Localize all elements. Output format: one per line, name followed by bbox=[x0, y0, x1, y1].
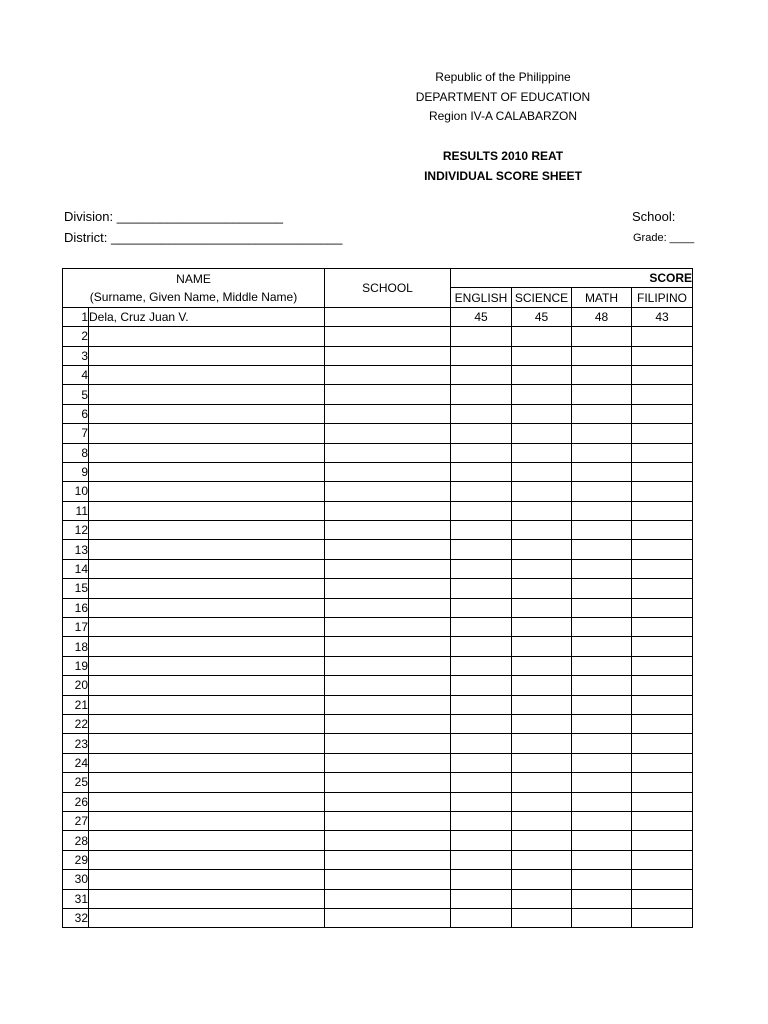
table-row bbox=[63, 559, 693, 578]
row-number: 6 bbox=[63, 404, 89, 423]
score-english-cell bbox=[451, 365, 512, 384]
score-english-cell bbox=[451, 773, 512, 792]
subject-header-filipino: FILIPINO bbox=[632, 288, 693, 307]
score-filipino-cell bbox=[632, 540, 693, 559]
score-math-cell bbox=[572, 714, 632, 733]
score-science-cell bbox=[512, 521, 572, 540]
header-region: Region IV-A CALABARZON bbox=[428, 109, 578, 123]
student-name-cell bbox=[89, 501, 325, 520]
score-science-cell bbox=[512, 482, 572, 501]
student-name-cell bbox=[89, 714, 325, 733]
score-science-cell bbox=[512, 540, 572, 559]
student-name-cell: Dela, Cruz Juan V. bbox=[89, 307, 325, 326]
score-science-cell bbox=[512, 714, 572, 733]
student-name-cell bbox=[89, 637, 325, 656]
score-science-cell bbox=[512, 734, 572, 753]
student-school-cell bbox=[325, 501, 451, 520]
row-number: 24 bbox=[63, 753, 89, 772]
score-math-cell bbox=[572, 443, 632, 462]
score-english-cell bbox=[451, 792, 512, 811]
score-science-cell bbox=[512, 365, 572, 384]
score-math-cell bbox=[572, 521, 632, 540]
row-number: 20 bbox=[63, 676, 89, 695]
score-math-cell bbox=[572, 501, 632, 520]
score-english-cell bbox=[451, 385, 512, 404]
score-math-cell bbox=[572, 637, 632, 656]
score-filipino-cell bbox=[632, 656, 693, 675]
score-science-cell bbox=[512, 443, 572, 462]
student-school-cell bbox=[325, 521, 451, 540]
score-math-cell bbox=[572, 404, 632, 423]
table-row bbox=[63, 346, 693, 365]
score-english-cell bbox=[451, 676, 512, 695]
score-math-cell bbox=[572, 792, 632, 811]
score-english-cell bbox=[451, 327, 512, 346]
row-number: 28 bbox=[63, 831, 89, 850]
student-name-cell bbox=[89, 462, 325, 481]
score-table bbox=[62, 268, 693, 928]
score-filipino-cell bbox=[632, 870, 693, 889]
student-school-cell bbox=[325, 365, 451, 384]
score-english-cell bbox=[451, 870, 512, 889]
student-school-cell bbox=[325, 482, 451, 501]
student-name-cell bbox=[89, 521, 325, 540]
student-school-cell bbox=[325, 307, 451, 326]
table-row bbox=[63, 365, 693, 384]
row-number: 30 bbox=[63, 870, 89, 889]
score-filipino-cell bbox=[632, 404, 693, 423]
score-math-cell bbox=[572, 753, 632, 772]
table-row bbox=[63, 385, 693, 404]
row-number: 17 bbox=[63, 618, 89, 637]
student-name-cell bbox=[89, 385, 325, 404]
table-row bbox=[63, 773, 693, 792]
student-school-cell bbox=[325, 656, 451, 675]
score-english-cell bbox=[451, 656, 512, 675]
row-number: 2 bbox=[63, 327, 89, 346]
score-english-cell bbox=[451, 811, 512, 830]
score-math-cell bbox=[572, 656, 632, 675]
score-math-cell bbox=[572, 870, 632, 889]
score-math-cell bbox=[572, 346, 632, 365]
score-math-cell: 48 bbox=[572, 307, 632, 326]
score-filipino-cell bbox=[632, 792, 693, 811]
score-filipino-cell bbox=[632, 365, 693, 384]
table-row bbox=[63, 850, 693, 869]
row-number: 4 bbox=[63, 365, 89, 384]
row-number: 21 bbox=[63, 695, 89, 714]
score-filipino-cell bbox=[632, 831, 693, 850]
score-math-cell bbox=[572, 462, 632, 481]
table-row bbox=[63, 734, 693, 753]
score-filipino-cell bbox=[632, 695, 693, 714]
student-name-cell bbox=[89, 850, 325, 869]
row-number: 29 bbox=[63, 850, 89, 869]
table-row bbox=[63, 714, 693, 733]
student-name-cell bbox=[89, 695, 325, 714]
student-school-cell bbox=[325, 792, 451, 811]
row-number: 5 bbox=[63, 385, 89, 404]
score-math-cell bbox=[572, 676, 632, 695]
student-school-cell bbox=[325, 637, 451, 656]
row-number: 3 bbox=[63, 346, 89, 365]
score-math-cell bbox=[572, 540, 632, 559]
score-english-cell bbox=[451, 482, 512, 501]
score-filipino-cell bbox=[632, 346, 693, 365]
score-english-cell bbox=[451, 908, 512, 927]
score-science-cell bbox=[512, 579, 572, 598]
division-field: Division: _______________________ bbox=[64, 209, 284, 224]
score-english-cell bbox=[451, 850, 512, 869]
score-filipino-cell bbox=[632, 889, 693, 908]
score-math-cell bbox=[572, 831, 632, 850]
row-number: 8 bbox=[63, 443, 89, 462]
student-name-cell bbox=[89, 831, 325, 850]
score-math-cell bbox=[572, 365, 632, 384]
row-number: 14 bbox=[63, 559, 89, 578]
score-english-cell bbox=[451, 618, 512, 637]
score-english-cell bbox=[451, 404, 512, 423]
score-math-cell bbox=[572, 850, 632, 869]
row-number: 11 bbox=[63, 501, 89, 520]
student-name-cell bbox=[89, 540, 325, 559]
student-name-cell bbox=[89, 482, 325, 501]
student-school-cell bbox=[325, 462, 451, 481]
score-english-cell bbox=[451, 637, 512, 656]
table-row bbox=[63, 501, 693, 520]
district-field: District: ________________________________ bbox=[64, 230, 343, 245]
score-science-cell bbox=[512, 462, 572, 481]
score-filipino-cell bbox=[632, 327, 693, 346]
student-school-cell bbox=[325, 734, 451, 753]
table-row bbox=[63, 443, 693, 462]
score-math-cell bbox=[572, 424, 632, 443]
score-english-cell bbox=[451, 540, 512, 559]
table-row bbox=[63, 424, 693, 443]
student-school-cell bbox=[325, 385, 451, 404]
student-school-cell bbox=[325, 618, 451, 637]
score-filipino-cell bbox=[632, 559, 693, 578]
student-school-cell bbox=[325, 424, 451, 443]
score-science-cell bbox=[512, 637, 572, 656]
score-english-cell bbox=[451, 443, 512, 462]
score-science-cell bbox=[512, 850, 572, 869]
student-name-cell bbox=[89, 889, 325, 908]
row-number: 27 bbox=[63, 811, 89, 830]
student-school-cell bbox=[325, 443, 451, 462]
score-science-cell bbox=[512, 908, 572, 927]
score-science-cell bbox=[512, 404, 572, 423]
row-number: 13 bbox=[63, 540, 89, 559]
score-math-cell bbox=[572, 811, 632, 830]
score-science-cell bbox=[512, 676, 572, 695]
score-filipino-cell bbox=[632, 734, 693, 753]
score-filipino-cell bbox=[632, 753, 693, 772]
student-name-cell bbox=[89, 656, 325, 675]
school-field: School: bbox=[632, 209, 676, 224]
score-header: SCORE bbox=[451, 269, 693, 288]
table-row bbox=[63, 656, 693, 675]
row-number: 19 bbox=[63, 656, 89, 675]
score-math-cell bbox=[572, 618, 632, 637]
table-row bbox=[63, 908, 693, 927]
subject-header-math: MATH bbox=[572, 288, 632, 307]
score-science-cell: 45 bbox=[512, 307, 572, 326]
score-english-cell bbox=[451, 501, 512, 520]
score-english-cell bbox=[451, 734, 512, 753]
score-math-cell bbox=[572, 598, 632, 617]
student-school-cell bbox=[325, 346, 451, 365]
score-science-cell bbox=[512, 656, 572, 675]
score-english-cell bbox=[451, 695, 512, 714]
score-filipino-cell bbox=[632, 501, 693, 520]
student-name-cell bbox=[89, 618, 325, 637]
student-school-cell bbox=[325, 753, 451, 772]
name-header: NAME bbox=[176, 271, 211, 286]
student-name-cell bbox=[89, 792, 325, 811]
student-school-cell bbox=[325, 676, 451, 695]
score-filipino-cell: 43 bbox=[632, 307, 693, 326]
student-name-cell bbox=[89, 598, 325, 617]
score-science-cell bbox=[512, 385, 572, 404]
student-name-cell bbox=[89, 753, 325, 772]
score-filipino-cell bbox=[632, 462, 693, 481]
score-english-cell bbox=[451, 714, 512, 733]
table-row bbox=[63, 540, 693, 559]
row-number: 32 bbox=[63, 908, 89, 927]
student-school-cell bbox=[325, 870, 451, 889]
table-row bbox=[63, 870, 693, 889]
student-school-cell bbox=[325, 559, 451, 578]
score-filipino-cell bbox=[632, 618, 693, 637]
score-english-cell bbox=[451, 579, 512, 598]
score-english-cell bbox=[451, 346, 512, 365]
score-science-cell bbox=[512, 870, 572, 889]
table-row bbox=[63, 889, 693, 908]
score-science-cell bbox=[512, 327, 572, 346]
student-name-cell bbox=[89, 579, 325, 598]
table-row bbox=[63, 462, 693, 481]
score-filipino-cell bbox=[632, 850, 693, 869]
score-science-cell bbox=[512, 753, 572, 772]
score-filipino-cell bbox=[632, 443, 693, 462]
score-filipino-cell bbox=[632, 811, 693, 830]
student-name-cell bbox=[89, 773, 325, 792]
score-filipino-cell bbox=[632, 637, 693, 656]
student-school-cell bbox=[325, 908, 451, 927]
score-math-cell bbox=[572, 579, 632, 598]
score-english-cell bbox=[451, 521, 512, 540]
score-math-cell bbox=[572, 695, 632, 714]
row-number: 1 bbox=[63, 307, 89, 326]
score-science-cell bbox=[512, 618, 572, 637]
title-results: RESULTS 2010 REAT bbox=[442, 149, 564, 163]
score-english-cell bbox=[451, 753, 512, 772]
row-number: 23 bbox=[63, 734, 89, 753]
score-science-cell bbox=[512, 773, 572, 792]
score-filipino-cell bbox=[632, 773, 693, 792]
header-republic: Republic of the Philippine bbox=[435, 70, 571, 84]
student-name-cell bbox=[89, 327, 325, 346]
score-english-cell bbox=[451, 559, 512, 578]
table-row bbox=[63, 521, 693, 540]
grade-field: Grade: ____ bbox=[633, 232, 695, 244]
score-science-cell bbox=[512, 598, 572, 617]
score-filipino-cell bbox=[632, 521, 693, 540]
table-row bbox=[63, 695, 693, 714]
score-math-cell bbox=[572, 327, 632, 346]
name-header-cell bbox=[63, 269, 325, 308]
score-math-cell bbox=[572, 908, 632, 927]
score-science-cell bbox=[512, 792, 572, 811]
row-number: 16 bbox=[63, 598, 89, 617]
table-row bbox=[63, 792, 693, 811]
row-number: 12 bbox=[63, 521, 89, 540]
student-name-cell bbox=[89, 676, 325, 695]
table-row bbox=[63, 307, 693, 326]
header-row-1 bbox=[63, 269, 693, 288]
title-score-sheet: INDIVIDUAL SCORE SHEET bbox=[424, 169, 582, 183]
table-row bbox=[63, 753, 693, 772]
table-row bbox=[63, 676, 693, 695]
row-number: 9 bbox=[63, 462, 89, 481]
student-name-cell bbox=[89, 443, 325, 462]
score-english-cell: 45 bbox=[451, 307, 512, 326]
table-row bbox=[63, 482, 693, 501]
student-name-cell bbox=[89, 870, 325, 889]
student-name-cell bbox=[89, 404, 325, 423]
student-school-cell bbox=[325, 811, 451, 830]
score-science-cell bbox=[512, 811, 572, 830]
row-number: 22 bbox=[63, 714, 89, 733]
score-filipino-cell bbox=[632, 598, 693, 617]
table-row bbox=[63, 618, 693, 637]
table-row bbox=[63, 831, 693, 850]
student-school-cell bbox=[325, 579, 451, 598]
score-science-cell bbox=[512, 695, 572, 714]
row-number: 26 bbox=[63, 792, 89, 811]
student-school-cell bbox=[325, 695, 451, 714]
score-math-cell bbox=[572, 482, 632, 501]
row-number: 10 bbox=[63, 482, 89, 501]
row-number: 25 bbox=[63, 773, 89, 792]
score-english-cell bbox=[451, 598, 512, 617]
student-school-cell bbox=[325, 540, 451, 559]
score-filipino-cell bbox=[632, 714, 693, 733]
score-science-cell bbox=[512, 346, 572, 365]
score-filipino-cell bbox=[632, 908, 693, 927]
score-math-cell bbox=[572, 889, 632, 908]
subject-header-science: SCIENCE bbox=[512, 288, 572, 307]
header-department: DEPARTMENT OF EDUCATION bbox=[415, 90, 591, 104]
score-math-cell bbox=[572, 559, 632, 578]
score-science-cell bbox=[512, 831, 572, 850]
student-school-cell bbox=[325, 850, 451, 869]
row-number: 15 bbox=[63, 579, 89, 598]
table-row bbox=[63, 811, 693, 830]
row-number: 31 bbox=[63, 889, 89, 908]
score-math-cell bbox=[572, 734, 632, 753]
score-english-cell bbox=[451, 889, 512, 908]
score-science-cell bbox=[512, 424, 572, 443]
row-number: 18 bbox=[63, 637, 89, 656]
school-header: SCHOOL bbox=[325, 269, 451, 308]
score-math-cell bbox=[572, 385, 632, 404]
score-filipino-cell bbox=[632, 579, 693, 598]
student-name-cell bbox=[89, 908, 325, 927]
student-school-cell bbox=[325, 598, 451, 617]
table-row bbox=[63, 327, 693, 346]
score-science-cell bbox=[512, 559, 572, 578]
name-subheader: (Surname, Given Name, Middle Name) bbox=[89, 289, 298, 304]
table-row bbox=[63, 637, 693, 656]
table-row bbox=[63, 404, 693, 423]
student-name-cell bbox=[89, 811, 325, 830]
score-filipino-cell bbox=[632, 424, 693, 443]
table-row bbox=[63, 579, 693, 598]
score-science-cell bbox=[512, 501, 572, 520]
student-name-cell bbox=[89, 346, 325, 365]
student-name-cell bbox=[89, 365, 325, 384]
student-name-cell bbox=[89, 559, 325, 578]
student-name-cell bbox=[89, 424, 325, 443]
score-english-cell bbox=[451, 831, 512, 850]
student-school-cell bbox=[325, 773, 451, 792]
subject-header-english: ENGLISH bbox=[451, 288, 512, 307]
student-school-cell bbox=[325, 714, 451, 733]
score-filipino-cell bbox=[632, 676, 693, 695]
score-science-cell bbox=[512, 889, 572, 908]
student-school-cell bbox=[325, 327, 451, 346]
score-filipino-cell bbox=[632, 385, 693, 404]
score-english-cell bbox=[451, 424, 512, 443]
row-number: 7 bbox=[63, 424, 89, 443]
score-filipino-cell bbox=[632, 482, 693, 501]
table-row bbox=[63, 598, 693, 617]
score-english-cell bbox=[451, 462, 512, 481]
score-math-cell bbox=[572, 773, 632, 792]
student-school-cell bbox=[325, 889, 451, 908]
student-school-cell bbox=[325, 404, 451, 423]
student-school-cell bbox=[325, 831, 451, 850]
student-name-cell bbox=[89, 734, 325, 753]
